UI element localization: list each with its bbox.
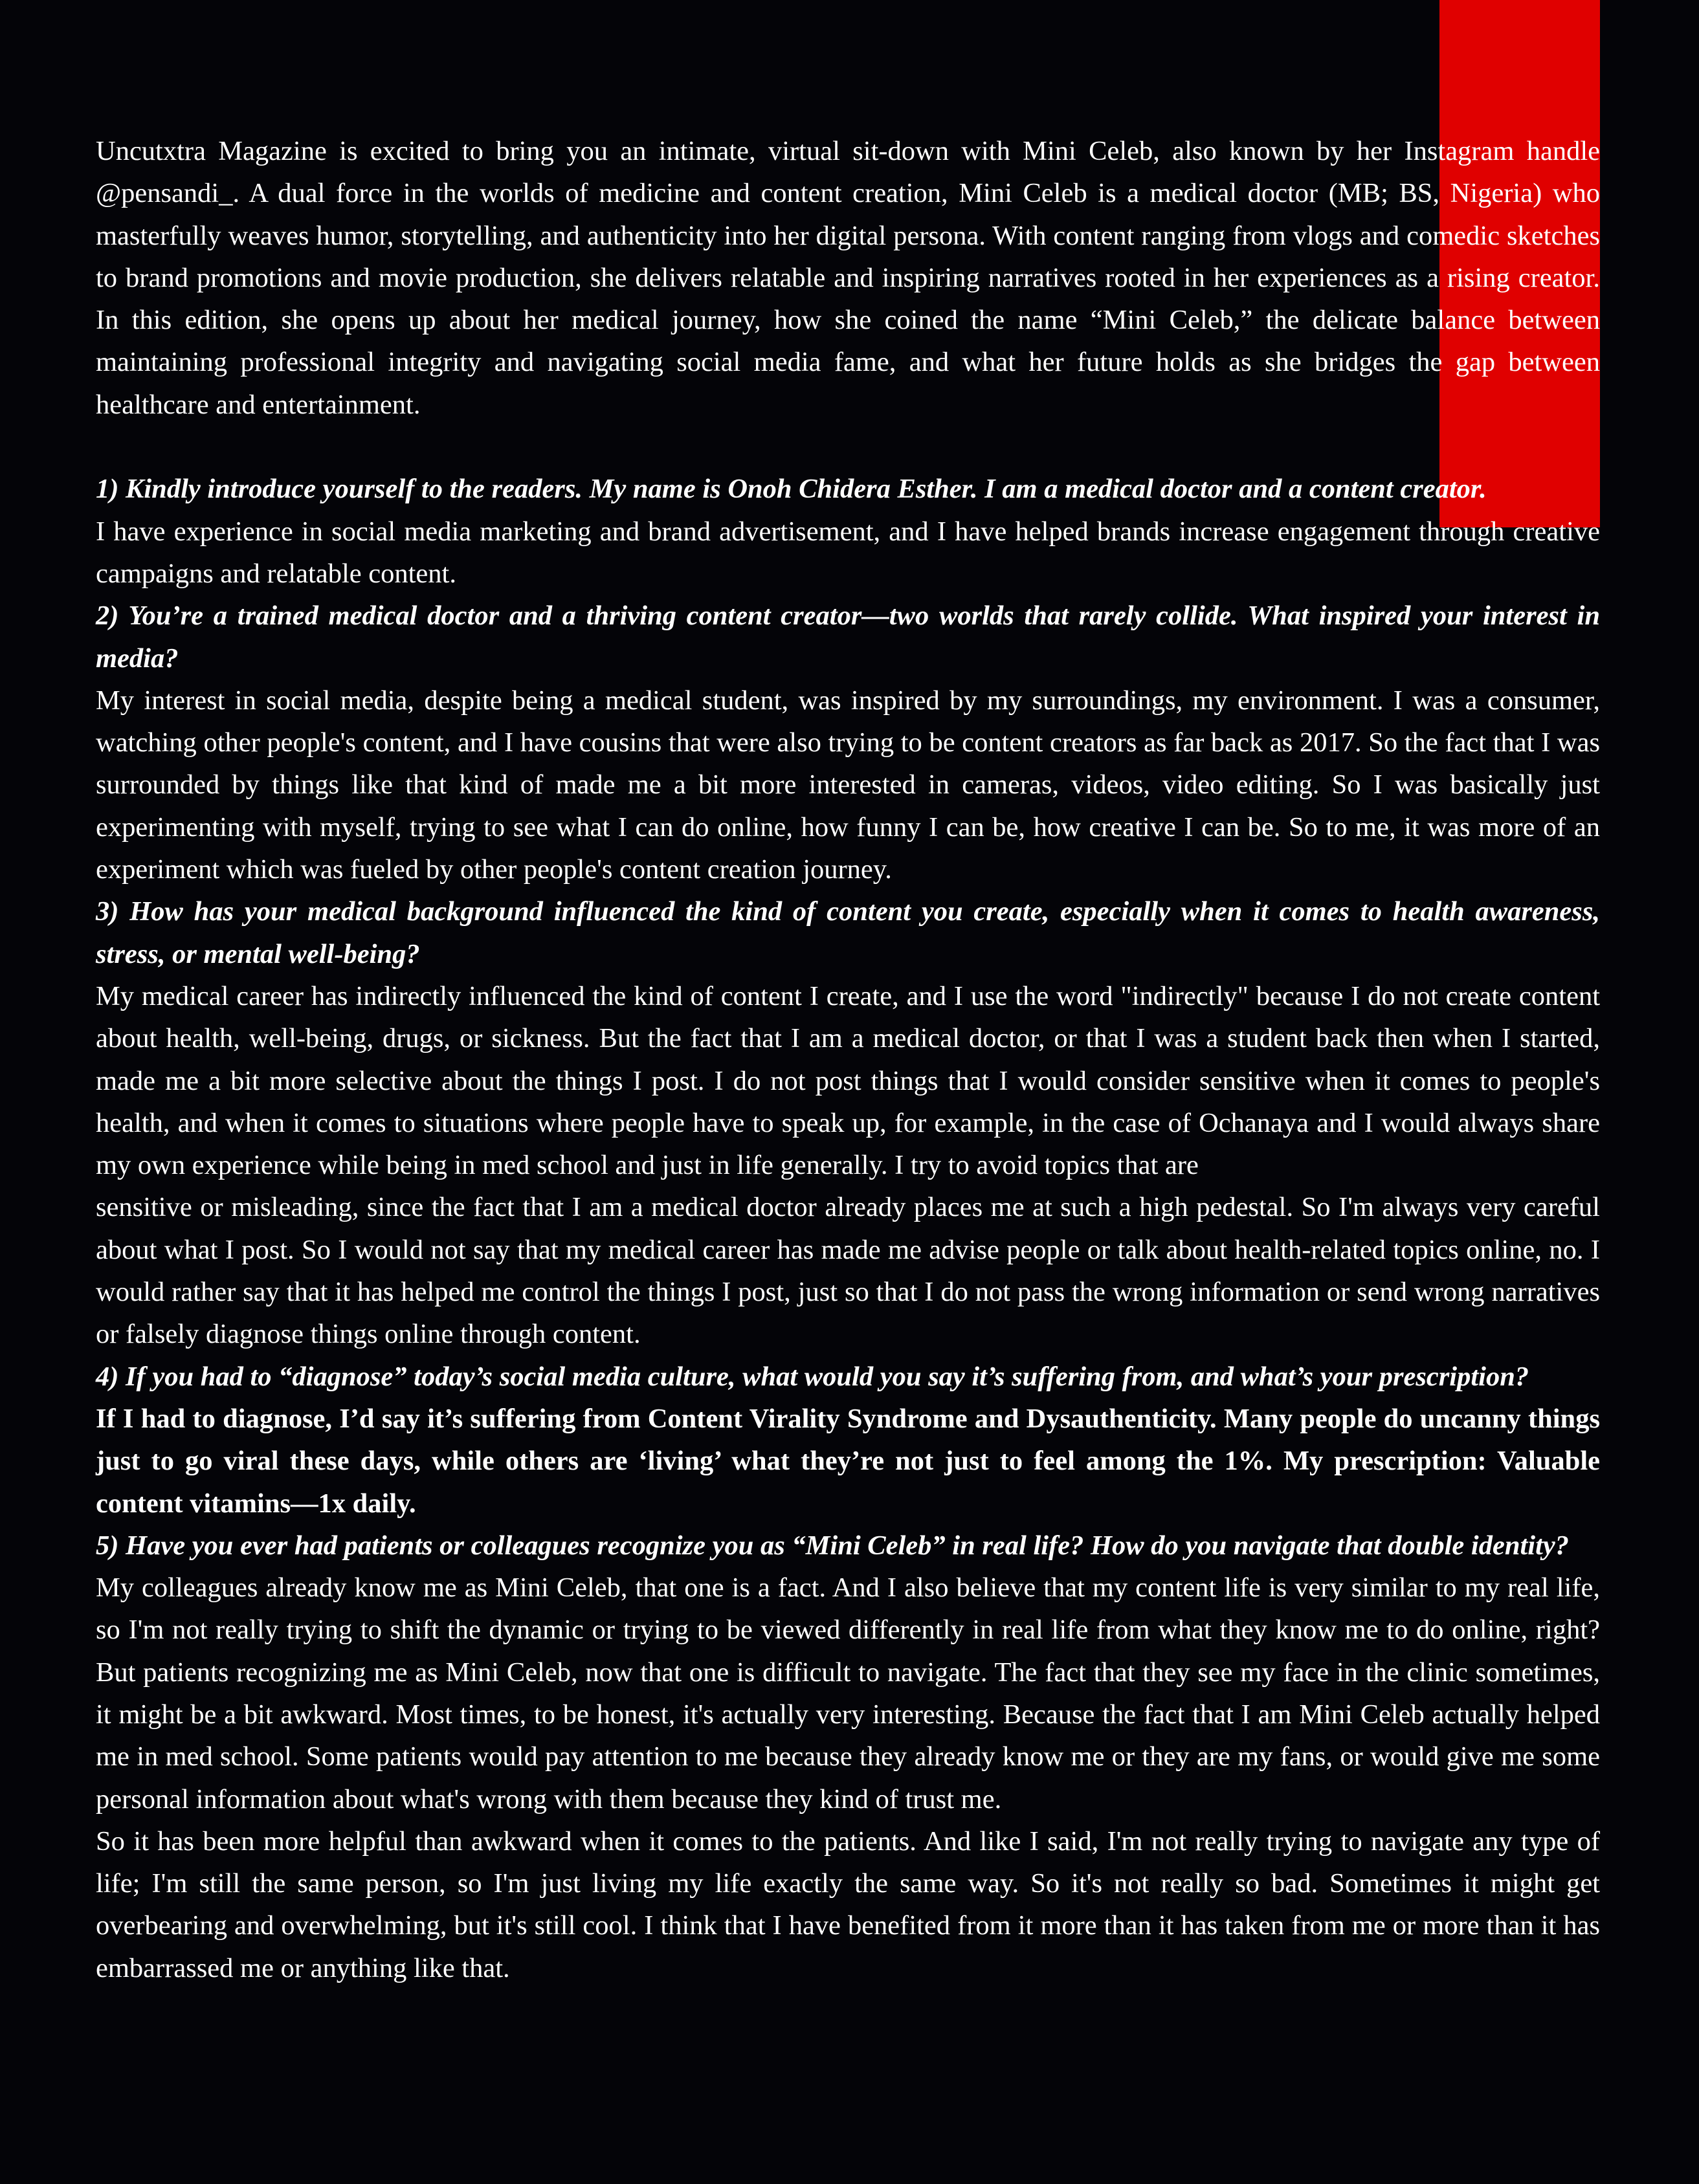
question-1: 1) Kindly introduce yourself to the readers. My name is Onoh Chidera Esther. I am a medical doctor and a content creator. — [96, 474, 1487, 505]
interview-article — [96, 130, 1600, 1989]
answer-3-part-2: sensitive or misleading, since the fact that I am a medical doctor already places me at such a high pedestal. So I'm always very careful about what I post. So I would not say that my medical career has made me advise people or talk about health-related topics online, no. I would rather say that it has helped me control the things I post, just so that I do not pass the wrong information or send wrong narratives or falsely diagnose things online through content. — [96, 1192, 1600, 1350]
answer-5-part-1: My colleagues already know me as Mini Celeb, that one is a fact. And I also believe that my content life is very similar to my real life, so I'm not really trying to shift the dynamic or trying to be viewed differently in real life from what they know me to do online, right? But patients recognizing me as Mini Celeb, now that one is difficult to navigate. The fact that they see my face in the clinic sometimes, it might be a bit awkward. Most times, to be honest, it's actually very interesting. Because the fact that I am Mini Celeb actually helped me in med school. Some patients would pay attention to me because they already know me or they are my fans, or would give me some personal information about what's wrong with them because they kind of trust me. — [96, 1572, 1600, 1814]
answer-5-part-2: So it has been more helpful than awkward when it comes to the patients. And like I said, I'm not really trying to navigate any type of life; I'm still the same person, so I'm just living my life exactly the same way. So it's not really so bad. Sometimes it might get overbearing and overwhelming, but it's still cool. I think that I have benefited from it more than it has taken from me or more than it has embarrassed me or anything like that. — [96, 1826, 1600, 1983]
question-3: 3) How has your medical background influenced the kind of content you create, especially when it comes to health awareness, stress, or mental well-being? — [96, 896, 1600, 969]
answer-3-part-1: My medical career has indirectly influenced the kind of content I create, and I use the word "indirectly" because I do not create content about health, well-being, drugs, or sickness. But the fact that I am a medical doctor, or that I was a student back then when I started, made me a bit more selective about the things I post. I do not post things that I would consider sensitive when it comes to people's health, and when it comes to situations where people have to speak up, for example, in the case of Ochanaya and I would always share my own experience while being in med school and just in life generally. I try to avoid topics that are — [96, 980, 1600, 1181]
section-spacer — [96, 426, 1600, 468]
intro-paragraph: Uncutxtra Magazine is excited to bring you an intimate, virtual sit-down with Mini Celeb, also known by her Instagram handle @pensandi_. A dual force in the worlds of medicine and content creation, Mini Celeb is a medical doctor (MB; BS, Nigeria) who masterfully weaves humor, storytelling, and authenticity into her digital persona. With content ranging from vlogs and comedic sketches to brand promotions and movie production, she delivers relatable and inspiring narratives rooted in her experiences as a rising creator. In this edition, she opens up about her medical journey, how she coined the name “Mini Celeb,” the delicate balance between maintaining professional integrity and navigating social media fame, and what her future holds as she bridges the gap between healthcare and entertainment. — [96, 136, 1600, 420]
question-4: 4) If you had to “diagnose” today’s social media culture, what would you say it’s suffering from, and what’s your prescription? — [96, 1361, 1529, 1392]
answer-1: I have experience in social media marketing and brand advertisement, and I have helped brands increase engagement through creative campaigns and relatable content. — [96, 516, 1600, 589]
answer-4: If I had to diagnose, I’d say it’s suffering from Content Virality Syndrome and Dysauthenticity. Many people do uncanny things just to go viral these days, while others are ‘living’ what they’re not just to feel among the 1%. My prescription: Valuable content vitamins—1x daily. — [96, 1403, 1600, 1519]
answer-2: My interest in social media, despite being a medical student, was inspired by my surroundings, my environment. I was a consumer, watching other people's content, and I have cousins that were also trying to be content creators as far back as 2017. So the fact that I was surrounded by things like that kind of made me a bit more interested in cameras, videos, video editing. So I was basically just experimenting with myself, trying to see what I can do online, how funny I can be, how creative I can be. So to me, it was more of an experiment which was fueled by other people's content creation journey. — [96, 685, 1600, 885]
question-5: 5) Have you ever had patients or colleagues recognize you as “Mini Celeb” in real life? How do you navigate that double identity? — [96, 1530, 1569, 1561]
question-2: 2) You’re a trained medical doctor and a thriving content creator—two worlds that rarely collide. What inspired your interest in media? — [96, 601, 1600, 674]
